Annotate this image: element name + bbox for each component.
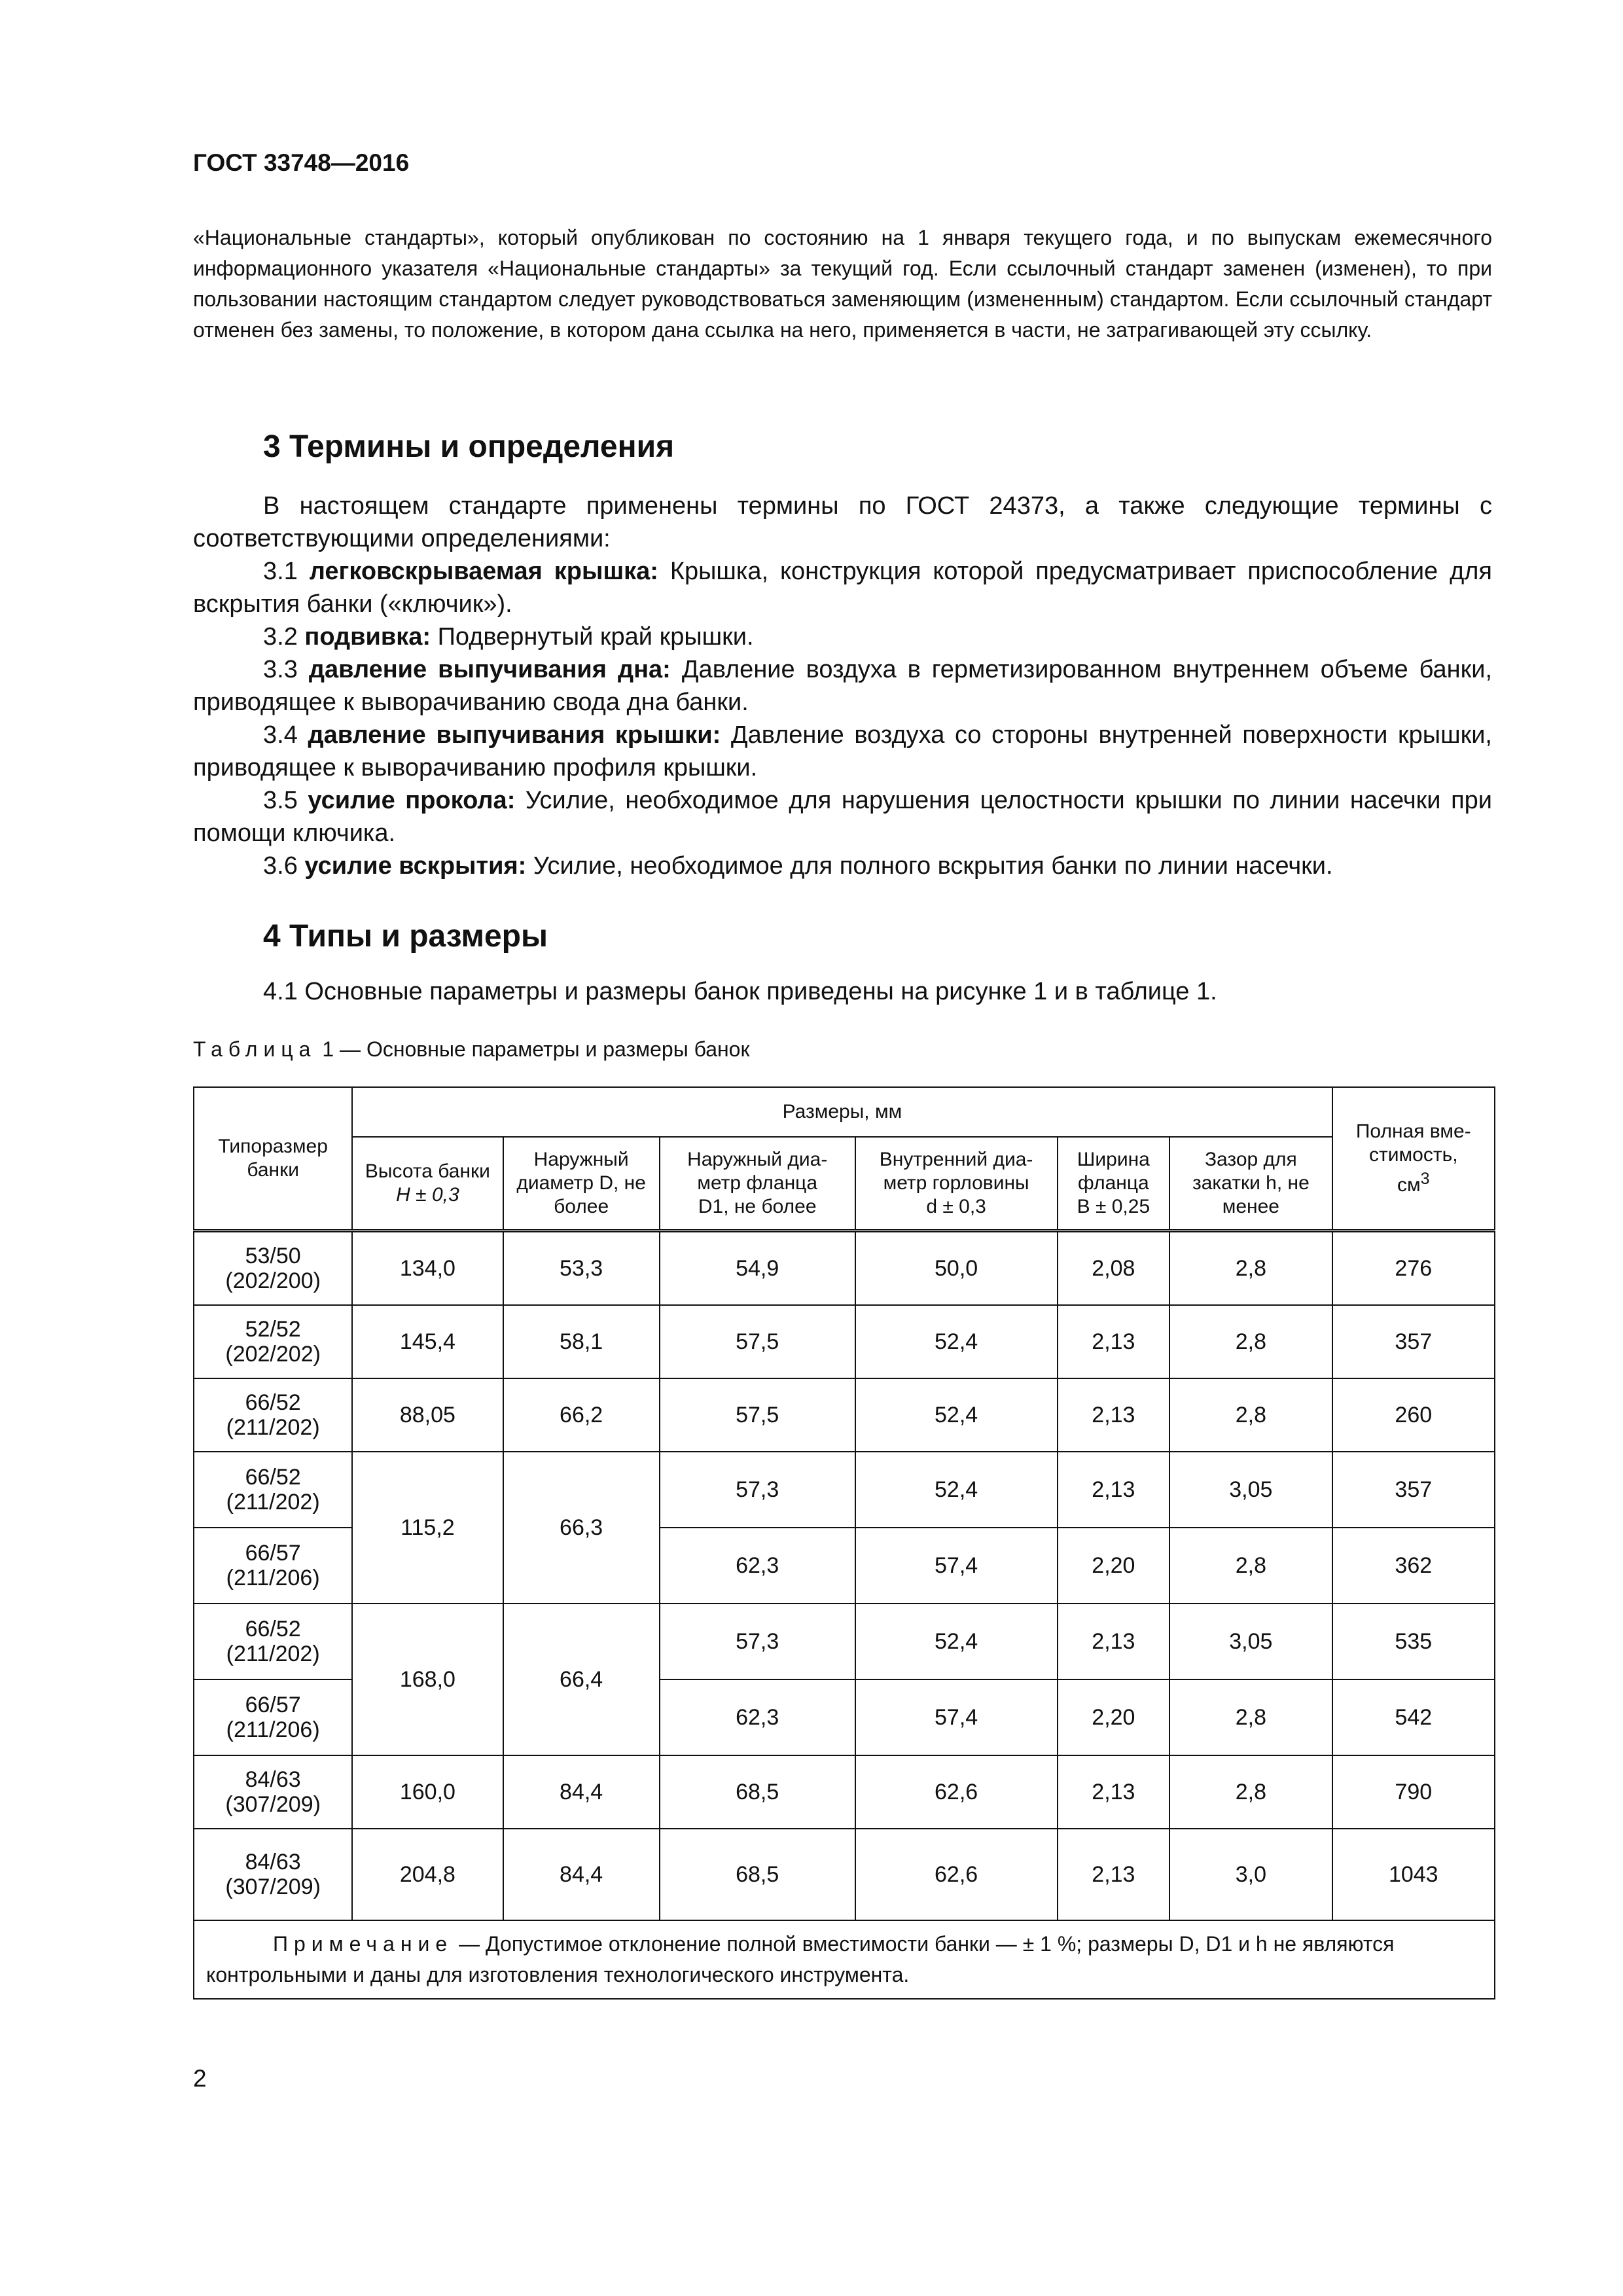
cell-flange-width: 2,13 (1058, 1452, 1170, 1528)
table-caption (193, 1037, 749, 1062)
cell-inner-diameter: 57,4 (855, 1528, 1058, 1604)
cell-inner-diameter: 62,6 (855, 1755, 1058, 1829)
cell-seam-gap: 2,8 (1169, 1528, 1332, 1604)
table-caption-label: Таблица (193, 1037, 317, 1061)
table-row (194, 1452, 1495, 1528)
intro-paragraph: «Национальные стандарты», который опубликован по состоянию на 1 января текущего года, и по выпускам ежемесячного информационного указателя «Национальные стандарты» за текущий год. Если ссылочный стандарт заменен (изменен), то при пользовании настоящим стандартом следует руководствоваться заменяющим (измененным) стандартом. Если ссылочный стандарт отменен без замены, то положение, в котором дана ссылка на него, применяется в части, не затрагивающей эту ссылку. (193, 226, 1492, 342)
term-number: 3.1 (263, 558, 310, 585)
cell-flange-diameter: 57,3 (660, 1604, 855, 1679)
document-code-header: ГОСТ 33748—2016 (193, 149, 410, 176)
cell-flange-diameter: 57,5 (660, 1378, 855, 1452)
term-text: Усилие, необходимое для полного вскрытия банки по линии насечки. (526, 852, 1333, 880)
cell-flange-diameter: 54,9 (660, 1231, 855, 1306)
cell-seam-gap: 3,0 (1169, 1829, 1332, 1920)
term-definition (193, 850, 1492, 882)
cell-type-size: 66/57 (211/206) (194, 1679, 352, 1755)
section-3-lead-text: В настоящем стандарте применены термины по ГОСТ 24373, а также следующие термины с соответствующими определениями: (193, 492, 1492, 552)
cell-type-size: 52/52 (202/202) (194, 1305, 352, 1378)
cell-height: 145,4 (352, 1305, 503, 1378)
table-row (194, 1829, 1495, 1920)
table-row (194, 1305, 1495, 1378)
cell-inner-diameter: 52,4 (855, 1378, 1058, 1452)
cell-flange-diameter: 68,5 (660, 1829, 855, 1920)
term-name: легковскрываемая крышка: (309, 558, 658, 585)
cell-inner-diameter: 57,4 (855, 1679, 1058, 1755)
cell-outer-diameter: 84,4 (503, 1829, 660, 1920)
term-definition (193, 653, 1492, 719)
cell-seam-gap: 3,05 (1169, 1452, 1332, 1528)
term-number: 3.4 (263, 721, 308, 749)
section-4-title: 4 Типы и размеры (263, 919, 548, 954)
cell-outer-diameter: 66,3 (503, 1452, 660, 1604)
col-inner-diameter: Внутренний диа- метр горловины d ± 0,3 (855, 1137, 1058, 1231)
table-note (194, 1920, 1495, 1999)
col-type-size: Типоразмер банки (194, 1087, 352, 1231)
section-4-paragraph (193, 975, 1492, 1008)
term-number: 3.2 (263, 623, 305, 651)
cell-flange-width: 2,20 (1058, 1528, 1170, 1604)
term-number: 3.6 (263, 852, 305, 880)
section-3-lead (193, 490, 1492, 555)
cell-flange-width: 2,13 (1058, 1604, 1170, 1679)
cell-inner-diameter: 52,4 (855, 1305, 1058, 1378)
section-4-text: 4.1 Основные параметры и размеры банок приведены на рисунке 1 и в таблице 1. (263, 978, 1217, 1005)
cell-inner-diameter: 52,4 (855, 1604, 1058, 1679)
cell-capacity: 357 (1332, 1305, 1495, 1378)
term-text: Давление воздуха со стороны внутренней поверхности крышки, приводящее к выворачиванию профиля крышки. (193, 721, 1492, 781)
term-definition (193, 555, 1492, 620)
cell-height: 160,0 (352, 1755, 503, 1829)
cell-outer-diameter: 58,1 (503, 1305, 660, 1378)
cell-capacity: 276 (1332, 1231, 1495, 1306)
term-name: усилие вскрытия: (304, 852, 527, 880)
cell-capacity: 1043 (1332, 1829, 1495, 1920)
cell-flange-width: 2,13 (1058, 1378, 1170, 1452)
cell-inner-diameter: 52,4 (855, 1452, 1058, 1528)
col-flange-width: Ширина фланца B ± 0,25 (1058, 1137, 1170, 1231)
dimensions-table (193, 1086, 1495, 2000)
term-text: Давление воздуха в герметизированном внутреннем объеме банки, приводящее к выворачиванию свода дна банки. (193, 656, 1493, 716)
cell-type-size: 66/52 (211/202) (194, 1604, 352, 1679)
cell-flange-diameter: 62,3 (660, 1679, 855, 1755)
cell-inner-diameter: 62,6 (855, 1829, 1058, 1920)
note-text: — Допустимое отклонение полной вместимости банки — ± 1 %; размеры D, D1 и h не являются контрольными и даны для изготовления технологического инструмента. (206, 1932, 1395, 1986)
cell-outer-diameter: 66,2 (503, 1378, 660, 1452)
term-number: 3.5 (263, 787, 308, 814)
cell-height: 115,2 (352, 1452, 503, 1604)
cell-capacity: 357 (1332, 1452, 1495, 1528)
term-definition (193, 620, 1492, 653)
term-name: давление выпучивания дна: (308, 656, 671, 683)
cell-flange-diameter: 57,5 (660, 1305, 855, 1378)
term-definition (193, 719, 1492, 784)
cell-seam-gap: 3,05 (1169, 1604, 1332, 1679)
table-body (194, 1231, 1495, 1921)
cell-flange-diameter: 57,3 (660, 1452, 855, 1528)
col-capacity: Полная вме- стимость, $см^3$ (1332, 1087, 1495, 1231)
cell-flange-diameter: 62,3 (660, 1528, 855, 1604)
col-flange-diameter: Наружный диа- метр фланца D1, не более (660, 1137, 855, 1231)
term-name: давление выпучивания крышки: (308, 721, 721, 749)
cell-height: 134,0 (352, 1231, 503, 1306)
cell-capacity: 535 (1332, 1604, 1495, 1679)
cell-flange-width: 2,13 (1058, 1829, 1170, 1920)
table-row (194, 1755, 1495, 1829)
table-row (194, 1231, 1495, 1306)
cell-flange-width: 2,13 (1058, 1305, 1170, 1378)
cell-seam-gap: 2,8 (1169, 1679, 1332, 1755)
term-text: Крышка, конструкция которой предусматривает приспособление для вскрытия банки («ключик»). (193, 558, 1493, 618)
section-3-title: 3 Термины и определения (263, 429, 675, 464)
cell-outer-diameter: 53,3 (503, 1231, 660, 1306)
cell-outer-diameter: 66,4 (503, 1604, 660, 1755)
cell-type-size: 53/50 (202/200) (194, 1231, 352, 1306)
cell-capacity: 790 (1332, 1755, 1495, 1829)
cell-type-size: 66/57 (211/206) (194, 1528, 352, 1604)
cell-flange-width: 2,13 (1058, 1755, 1170, 1829)
cell-inner-diameter: 50,0 (855, 1231, 1058, 1306)
term-name: усилие прокола: (308, 787, 516, 814)
note-label: Примечание (273, 1932, 454, 1956)
cell-type-size: 66/52 (211/202) (194, 1452, 352, 1528)
cell-type-size: 66/52 (211/202) (194, 1378, 352, 1452)
cell-seam-gap: 2,8 (1169, 1231, 1332, 1306)
cell-capacity: 362 (1332, 1528, 1495, 1604)
table-row (194, 1604, 1495, 1679)
term-name: подвивка: (304, 623, 431, 651)
term-text: Подвернутый край крышки. (431, 623, 754, 651)
col-group-dimensions: Размеры, мм (352, 1087, 1332, 1137)
cell-seam-gap: 2,8 (1169, 1378, 1332, 1452)
cell-height: 168,0 (352, 1604, 503, 1755)
cell-flange-width: 2,20 (1058, 1679, 1170, 1755)
cell-capacity: 260 (1332, 1378, 1495, 1452)
term-definition (193, 784, 1492, 850)
cell-height: 88,05 (352, 1378, 503, 1452)
col-outer-diameter: Наружный диаметр D, не более (503, 1137, 660, 1231)
cell-type-size: 84/63 (307/209) (194, 1829, 352, 1920)
cell-type-size: 84/63 (307/209) (194, 1755, 352, 1829)
term-text: Усилие, необходимое для нарушения целостности крышки по линии насечки при помощи ключика. (193, 787, 1493, 847)
cell-flange-width: 2,08 (1058, 1231, 1170, 1306)
cell-height: 204,8 (352, 1829, 503, 1920)
cell-outer-diameter: 84,4 (503, 1755, 660, 1829)
col-height: Высота банки H ± 0,3 (352, 1137, 503, 1231)
col-seam-gap: Зазор для закатки h, не менее (1169, 1137, 1332, 1231)
cell-flange-diameter: 68,5 (660, 1755, 855, 1829)
cell-capacity: 542 (1332, 1679, 1495, 1755)
terms-list (193, 555, 1492, 882)
page-number: 2 (193, 2065, 207, 2092)
table-caption-text: 1 — Основные параметры и размеры банок (322, 1037, 750, 1061)
table-row (194, 1378, 1495, 1452)
cell-seam-gap: 2,8 (1169, 1305, 1332, 1378)
cell-seam-gap: 2,8 (1169, 1755, 1332, 1829)
term-number: 3.3 (263, 656, 309, 683)
